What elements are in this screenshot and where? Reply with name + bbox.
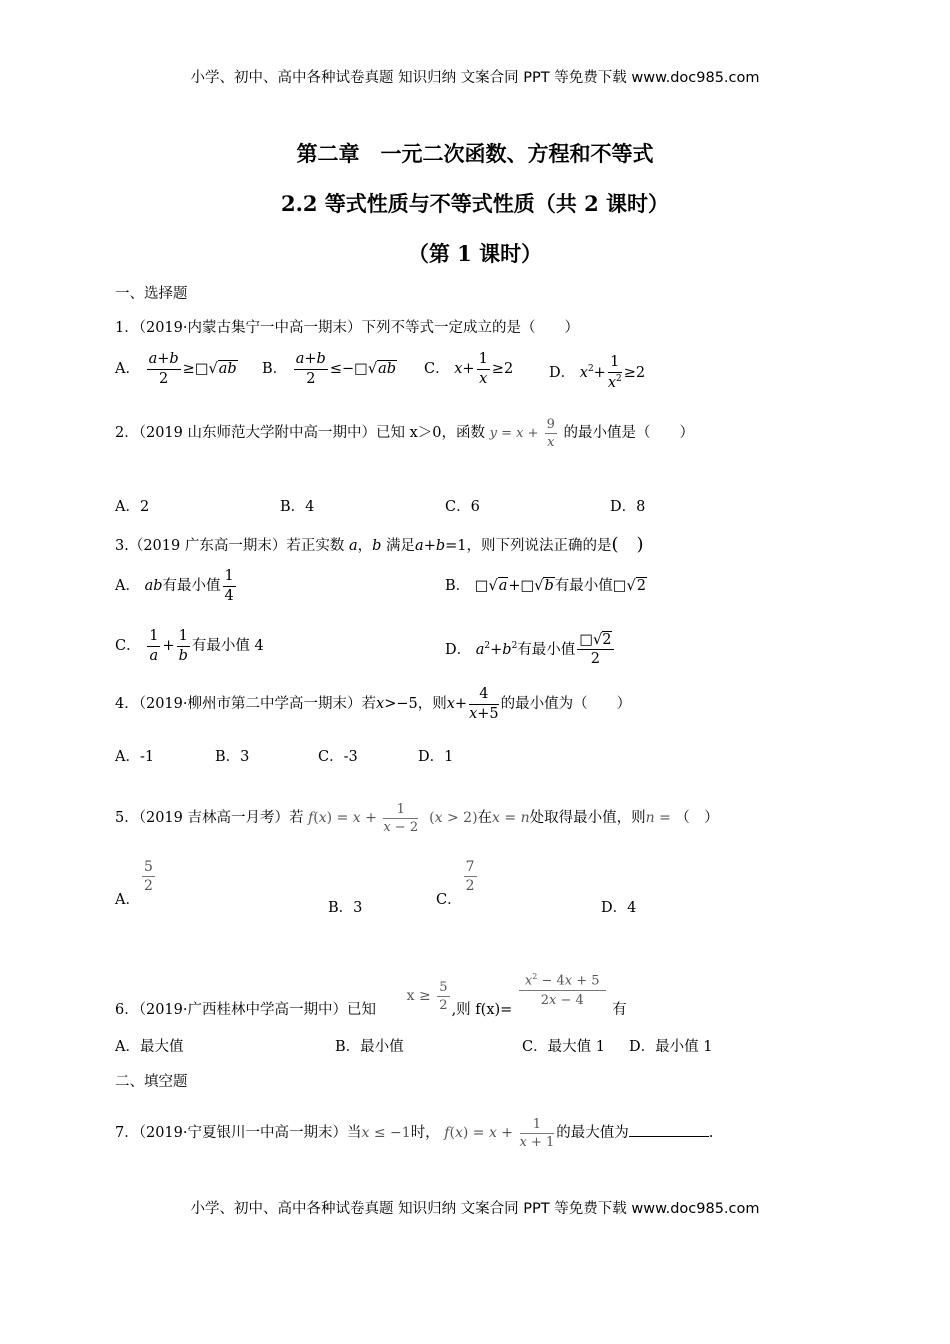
option-label: B． [445, 578, 471, 594]
question-4-option-a: A．-1 [115, 749, 155, 765]
question-4-option-b: B．3 [215, 749, 250, 765]
question-3-text-end: ，则下列说法正确的是 [466, 538, 612, 554]
question-2-option-d: D．8 [610, 499, 646, 515]
question-2-option-c: C．6 [445, 499, 480, 515]
question-1-option-b: B． $\frac{a+b}{2}$ ≤−□√ab [262, 351, 397, 387]
question-6-stem: 6．（2019·广西桂林中学高一期中）已知 x ≥ $\frac{5}{2}$ ,则 f(x)= $\frac{x^2 - 4x + 5}{2x - 4}$ 有 [115, 971, 627, 1018]
question-6-text-end: 有 [612, 1002, 627, 1018]
option-label: A． [115, 578, 140, 594]
question-3-option-d: D． $a^2+b^2$有最小值 $\frac{□√2}{2}$ [445, 631, 612, 668]
option-label: D． [549, 364, 576, 381]
question-3-text: 3.（2019 广东高一期末）若正实数 [115, 538, 345, 554]
option-text: 有最小值 [162, 578, 221, 594]
chapter-title: 第二章 一元二次函数、方程和不等式 [296, 141, 654, 166]
lesson-title: （第 1 课时） [407, 241, 543, 266]
footer-banner: 小学、初中、高中各种试卷真题 知识归纳 文案合同 PPT 等免费下载 www.doc985.com [190, 1201, 760, 1217]
header-banner: 小学、初中、高中各种试卷真题 知识归纳 文案合同 PPT 等免费下载 www.doc985.com [190, 70, 760, 86]
question-2-text: 2．（2019 山东师范大学附中高一期中）已知 x＞0，函数 [115, 425, 485, 441]
question-4-stem: 4．（2019·柳州市第二中学高一期末）若x>−5，则x+ $\frac{4}{x+5}$ 的最小值为（ ） [115, 686, 632, 722]
question-1-option-a: A． $\frac{a+b}{2}$ ≥□√ab [115, 351, 237, 387]
question-2-stem: 2．（2019 山东师范大学附中高一期中）已知 x＞0，函数 y = x + $\frac{9}{x}$ 的最小值是（ ） [115, 416, 694, 450]
question-2-text-end: 的最小值是（ ） [563, 425, 694, 441]
question-6-option-d: D．最小值 1 [629, 1039, 713, 1055]
option-label: A． [115, 892, 140, 908]
question-5-option-c: C． $\frac{7}{2}$ [436, 859, 475, 908]
question-2-option-a: A．2 [115, 499, 150, 515]
question-7-text-mid: 时， [410, 1125, 440, 1141]
option-text: 有最小值 [554, 578, 613, 594]
section-choice: 一、选择题 [115, 286, 188, 302]
section-title: 2.2 等式性质与不等式性质（共 2 课时） [280, 191, 670, 216]
question-4-option-c: C．-3 [318, 749, 358, 765]
option-label: C． [115, 638, 141, 654]
question-3-text-mid: 满足 [386, 538, 416, 554]
option-label: A． [115, 361, 140, 377]
question-2-option-b: B．4 [280, 499, 315, 515]
option-label: C． [436, 892, 462, 908]
question-6-option-b: B．最小值 [335, 1039, 404, 1055]
option-label: B． [262, 361, 288, 377]
question-5-text-mid2: 处取得最小值，则 [529, 810, 646, 826]
question-5-option-b: B．3 [328, 900, 363, 916]
question-7-period: . [708, 1125, 714, 1141]
question-6-option-c: C．最大值 1 [522, 1039, 605, 1055]
question-4-text: 4．（2019·柳州市第二中学高一期末）若 [115, 696, 376, 712]
question-1-option-d: D． $x^2+$ $\frac{1}{x^2}$ ≥2 [549, 354, 646, 391]
question-5-text-mid: 在 [477, 810, 493, 826]
question-4-option-d: D．1 [418, 749, 454, 765]
question-1-stem: 1．（2019·内蒙古集宁一中高一期末）下列不等式一定成立的是（ ） [115, 320, 579, 336]
answer-blank[interactable] [629, 1122, 709, 1137]
question-5-text-end: （ ） [675, 810, 719, 826]
question-7-text: 7．（2019·宁夏银川一中高一期末）当 [115, 1125, 362, 1141]
question-4-text-end: 的最小值为（ ） [500, 696, 632, 712]
question-6-text: 6．（2019·广西桂林中学高一期中）已知 [115, 1002, 376, 1018]
question-4-text-mid: ，则 [417, 696, 447, 712]
question-5-stem: 5．（2019 吉林高一月考）若 f(x) = x + $\frac{1}{x - 2}$ (x > 2)在x = n处取得最小值，则n = （ ） [115, 801, 719, 835]
option-label: D． [445, 641, 472, 658]
question-3-stem: 3.（2019 广东高一期末）若正实数 a，b 满足a+b=1，则下列说法正确的是( ) [115, 534, 644, 555]
question-7-text-end: 的最大值为 [556, 1125, 629, 1141]
question-5-option-a: A． $\frac{5}{2}$ [115, 859, 153, 908]
question-5-text: 5．（2019 吉林高一月考）若 [115, 810, 304, 826]
question-5-option-d: D．4 [601, 900, 637, 916]
option-text: 有最小值 4 [191, 638, 264, 654]
question-3-option-b: B． □√a+□√b有最小值□√2 [445, 578, 646, 594]
option-text: 有最小值 [517, 641, 576, 658]
question-6-option-a: A．最大值 [115, 1039, 184, 1055]
question-6-text-mid: ,则 f(x)= [451, 1002, 513, 1018]
question-1-option-c: C． x+ $\frac{1}{x}$ ≥2 [424, 351, 514, 387]
section-fill: 二、填空题 [115, 1074, 188, 1090]
option-label: C． [424, 361, 450, 377]
question-7-stem: 7．（2019·宁夏银川一中高一期末）当x ≤ −1时， f(x) = x + $\frac{1}{x + 1}$ 的最大值为 . [115, 1116, 714, 1150]
question-3-option-c: C． $\frac{1}{a}$ + $\frac{1}{b}$ 有最小值 4 [115, 628, 264, 664]
question-3-option-a: A． ab有最小值 $\frac{1}{4}$ [115, 568, 234, 604]
